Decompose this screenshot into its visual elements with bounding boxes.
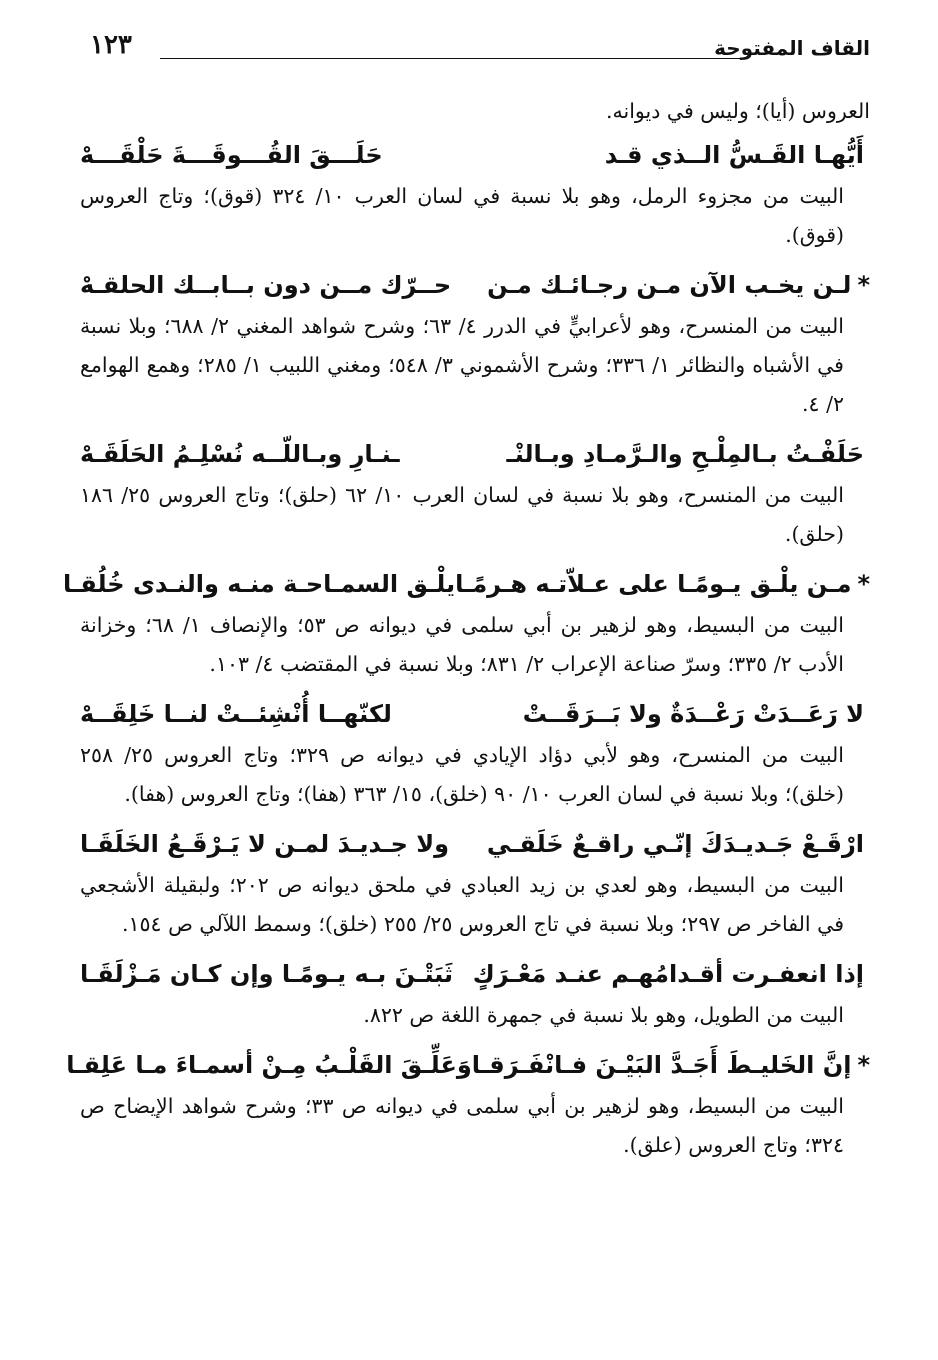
verse-line: [80, 694, 870, 734]
verse-line: [66, 1045, 870, 1085]
verse-line: [63, 564, 870, 604]
verse-line: [80, 135, 870, 175]
first-hemistich: [506, 434, 870, 474]
first-hemistich: [487, 824, 870, 864]
second-hemistich: ولا جـديـدَ لمـن لا يَـرْقَـعُ الخَلَقَـا: [80, 830, 450, 858]
verse-commentary: البيت من البسيط، وهو لعدي بن زيد العبادي في ملحق ديوانه ص ٢٠٢؛ ولبقيلة الأشجعي في الفاخر ص ٢٩٧؛ وبلا نسبة في تاج العروس ٢٥/ ٢٥٥ (خلق)؛ وسمط اللآلي ص ١٥٤.: [80, 873, 844, 936]
first-hemistich-text: لـن يخـب الآن مـن رجـائـك مـن: [487, 271, 852, 299]
first-hemistich: [473, 954, 870, 994]
star-marker: *: [857, 570, 870, 598]
header-rule: [160, 58, 742, 59]
verse-commentary: البيت من الطويل، وهو بلا نسبة في جمهرة اللغة ص ٨٢٢.: [363, 1003, 844, 1027]
intro-text: العروس (أيا)؛ وليس في ديوانه.: [606, 99, 870, 123]
entry: [80, 694, 870, 814]
verse-line: [80, 265, 870, 305]
second-hemistich: يلْـق السمـاحـة منـه والنـدى خُلُقـا: [63, 570, 456, 598]
entry: [80, 434, 870, 554]
second-hemistich: حــرّك مــن دون بــابــك الحلقـهْ: [80, 271, 452, 299]
first-hemistich: [605, 135, 870, 175]
verse-commentary: البيت من المنسرح، وهو بلا نسبة في لسان العرب ١٠/ ٦٢ (حلق)؛ وتاج العروس ٢٥/ ١٨٦ (حلق).: [80, 483, 844, 546]
entry: [80, 265, 870, 424]
verse-line: [80, 434, 870, 474]
first-hemistich-text: إنَّ الخَليـطَ أَجَـدَّ البَيْـنَ فـانْفَـرَقـا: [471, 1051, 852, 1079]
second-hemistich: حَلَـــقَ القُـــوقَـــةَ حَلْقَـــهْ: [80, 141, 383, 169]
first-hemistich: [487, 265, 870, 305]
entry: [80, 135, 870, 255]
second-hemistich: ـنـارِ وبـاللّــه نُسْلِـمُ الحَلَقَـهْ: [80, 440, 400, 468]
second-hemistich: ثَبَتْـنَ بـه يـومًـا وإن كـان مَـزْلَقَـا: [80, 960, 454, 988]
verse-line: [80, 954, 870, 994]
running-title: القاف المفتوحة: [714, 36, 870, 60]
entry: [63, 564, 870, 684]
first-hemistich: [472, 1045, 870, 1085]
verse-line: [80, 824, 870, 864]
second-hemistich: لكنّهــا أُنْشِئــتْ لنــا خَلِقَــهْ: [80, 700, 392, 728]
star-marker: *: [857, 271, 870, 299]
entry: [80, 954, 870, 1035]
page-body: [63, 92, 870, 1175]
first-hemistich-text: لا رَعَــدَتْ رَعْــدَةٌ ولا بَــرَقَــتْ: [522, 700, 864, 728]
first-hemistich: [523, 694, 870, 734]
entry: [66, 1045, 870, 1165]
first-hemistich-text: أَيُّهـا القَـسُّ الــذي قـد: [604, 141, 864, 169]
page-number: ١٢٣: [90, 30, 132, 60]
first-hemistich-text: مـن يلْـق يـومًـا على عـلاّتـه هـرمًـا: [455, 570, 852, 598]
entry: [80, 824, 870, 944]
first-hemistich-text: حَلَفْـتُ بـالمِلْـحِ والـرَّمـادِ وبـالنْـ: [506, 440, 864, 468]
verse-commentary: البيت من البسيط، وهو لزهير بن أبي سلمى في ديوانه ص ٥٣؛ والإنصاف ١/ ٦٨؛ وخزانة الأدب ٢/ ٣٣٥؛ وسرّ صناعة الإعراب ٢/ ٨٣١؛ وبلا نسبة في المقتضب ٤/ ١٠٣.: [80, 613, 844, 676]
verse-commentary: البيت من البسيط، وهو لزهير بن أبي سلمى في ديوانه ص ٣٣؛ وشرح شواهد الإيضاح ص ٣٢٤؛ وتاج العروس (علق).: [80, 1094, 844, 1157]
verse-commentary: البيت من المنسرح، وهو لأعرابيٍّ في الدرر ٤/ ٦٣؛ وشرح شواهد المغني ٢/ ٦٨٨؛ وبلا نسبة في الأشباه والنظائر ١/ ٣٣٦؛ وشرح الأشموني ٣/ ٥٤٨؛ ومغني اللبيب ١/ ٢٨٥؛ وهمع الهوامع ٢/ ٤.: [80, 314, 844, 416]
verse-commentary: البيت من مجزوء الرمل، وهو بلا نسبة في لسان العرب ١٠/ ٣٢٤ (قوق)؛ وتاج العروس (قوق).: [80, 184, 844, 247]
second-hemistich: وَعَلِّـقَ القَلْـبُ مِـنْ أسمـاءَ مـا عَلِقـا: [66, 1051, 472, 1079]
star-marker: *: [857, 1051, 870, 1079]
first-hemistich-text: ارْقَـعْ جَـديـدَكَ إنّـي راقـعٌ خَلَقـي: [486, 830, 864, 858]
first-hemistich-text: إذا انعفـرت أقـدامُهـم عنـد مَعْـرَكٍ: [472, 960, 864, 988]
verse-commentary: البيت من المنسرح، وهو لأبي دؤاد الإيادي في ديوانه ص ٣٢٩؛ وتاج العروس ٢٥/ ٢٥٨ (خلق)؛ وبلا نسبة في لسان العرب ١٠/ ٩٠ (خلق)، ١٥/ ٣٦٣ (هفا)؛ وتاج العروس (هفا).: [80, 743, 844, 806]
page-header: [90, 30, 870, 70]
first-hemistich: [455, 564, 870, 604]
